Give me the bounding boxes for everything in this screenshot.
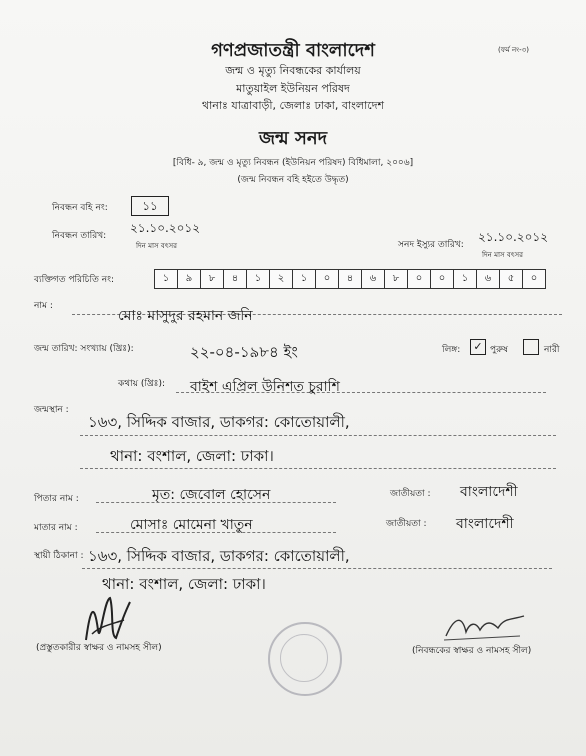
certificate-title: জন্ম সনদ [258, 128, 328, 149]
reg-date-sub: দিন মাস বৎসর [136, 242, 177, 250]
address-label: স্থায়ী ঠিকানা : [34, 551, 84, 561]
issue-date-sub: দিন মাস বৎসর [482, 251, 523, 259]
identity-digit: ৬ [361, 269, 384, 289]
dob-words-label: কথায় (খ্রিঃ): [118, 379, 166, 389]
dob-words-value: বাইশ এপ্রিল উনিশত চুরাশি [190, 379, 340, 395]
female-label: নারী [544, 345, 560, 355]
preparer-signature [80, 590, 140, 646]
identity-label: ব্যক্তিগত পরিচিতি নং: [34, 275, 114, 285]
father-nationality-label: জাতীয়তা : [390, 489, 431, 499]
mother-value: মোসাঃ মোমেনা খাতুন [130, 517, 253, 533]
identity-digit: ১ [453, 269, 476, 289]
birthplace-line1: ১৬৩, সিদ্দিক বাজার, ডাকগর: কোতোয়ালী, [88, 413, 350, 431]
birthplace-line2-rule [80, 468, 556, 469]
source-note: (জন্ম নিবন্ধন বহি হইতে উদ্ধৃত) [237, 175, 349, 185]
male-label: পুরুষ [490, 345, 508, 355]
registrar-caption: (নিবন্ধকের স্বাক্ষর ও নামসহ সীল) [412, 646, 532, 656]
form-number: (ফর্ম নং-৩) [498, 46, 529, 54]
country-heading: গণপ্রজাতন্ত্রী বাংলাদেশ [211, 40, 375, 61]
book-no-box: ১১ [131, 196, 169, 216]
identity-digit: ০ [315, 269, 338, 289]
identity-digit: ৫ [499, 269, 522, 289]
reg-date-label: নিবন্ধন তারিখ: [52, 231, 107, 241]
registrar-signature [440, 608, 530, 644]
mother-label: মাতার নাম : [34, 523, 78, 533]
identity-digit: ২ [269, 269, 292, 289]
birthplace-line2: থানা: বংশাল, জেলা: ঢাকা। [110, 447, 274, 465]
address-line1: ১৬৩, সিদ্দিক বাজার, ডাকগর: কোতোয়ালী, [88, 547, 350, 565]
address-line1-rule [82, 568, 552, 569]
identity-digit: ৪ [223, 269, 246, 289]
identity-digit: ৮ [200, 269, 223, 289]
reg-date-value: ২১.১০.২০১২ [130, 221, 201, 235]
name-value: মোঃ মাসুদুর রহমান জনি [118, 308, 253, 324]
official-seal [268, 622, 342, 696]
father-label: পিতার নাম : [34, 494, 79, 504]
mother-nationality-label: জাতীয়তা : [386, 519, 427, 529]
location-heading: থানাঃ যাত্রাবাড়ী, জেলাঃ ঢাকা, বাংলাদেশ [201, 99, 385, 112]
identity-digit: ১ [154, 269, 177, 289]
identity-digit: ৮ [384, 269, 407, 289]
father-nationality-value: বাংলাদেশী [460, 484, 518, 500]
book-no-label: নিবন্ধন বহি নং: [52, 203, 108, 213]
identity-digit: ১ [292, 269, 315, 289]
identity-digit: ৪ [338, 269, 361, 289]
office-heading: জন্ম ও মৃত্যু নিবন্ধকের কার্যালয় [225, 64, 361, 77]
dob-num-value: ২২-০৪-১৯৮৪ ইং [190, 343, 298, 361]
identity-digit: ৬ [476, 269, 499, 289]
mother-line [96, 532, 336, 533]
identity-digit: ০ [522, 269, 546, 289]
rule-reference: [বিধি- ৯, জন্ম ও মৃত্যু নিবন্ধন (ইউনিয়ন পরিষদ) বিধিমালা, ২০০৬] [172, 158, 414, 168]
father-value: মৃত: জেবোল হোসেন [152, 487, 271, 503]
union-heading: মাতুয়াইল ইউনিয়ন পরিষদ [236, 82, 350, 95]
issue-date-label: সনদ ইস্যুর তারিখ: [398, 240, 464, 250]
male-checkbox: ✓ [470, 339, 486, 355]
father-line [96, 502, 336, 503]
preparer-caption: (প্রস্তুতকারীর স্বাক্ষর ও নামসহ সীল) [36, 643, 162, 653]
identity-digit: ১ [246, 269, 269, 289]
birthplace-line1-rule [80, 435, 556, 436]
female-checkbox [523, 339, 539, 355]
issue-date-value: ২১.১০.২০১২ [478, 230, 549, 244]
dob-num-label: জন্ম তারিখ: সংখ্যায় (খ্রিঃ): [34, 344, 134, 354]
address-line2: থানা: বংশাল, জেলা: ঢাকা। [102, 575, 266, 593]
name-label: নাম : [34, 301, 53, 311]
identity-digit: ৯ [177, 269, 200, 289]
identity-digit: ০ [430, 269, 453, 289]
identity-digit: ০ [407, 269, 430, 289]
gender-label: লিঙ্গ: [442, 345, 461, 355]
mother-nationality-value: বাংলাদেশী [456, 516, 514, 532]
birthplace-label: জন্মস্থান : [34, 405, 69, 415]
identity-digit-grid [154, 269, 546, 289]
